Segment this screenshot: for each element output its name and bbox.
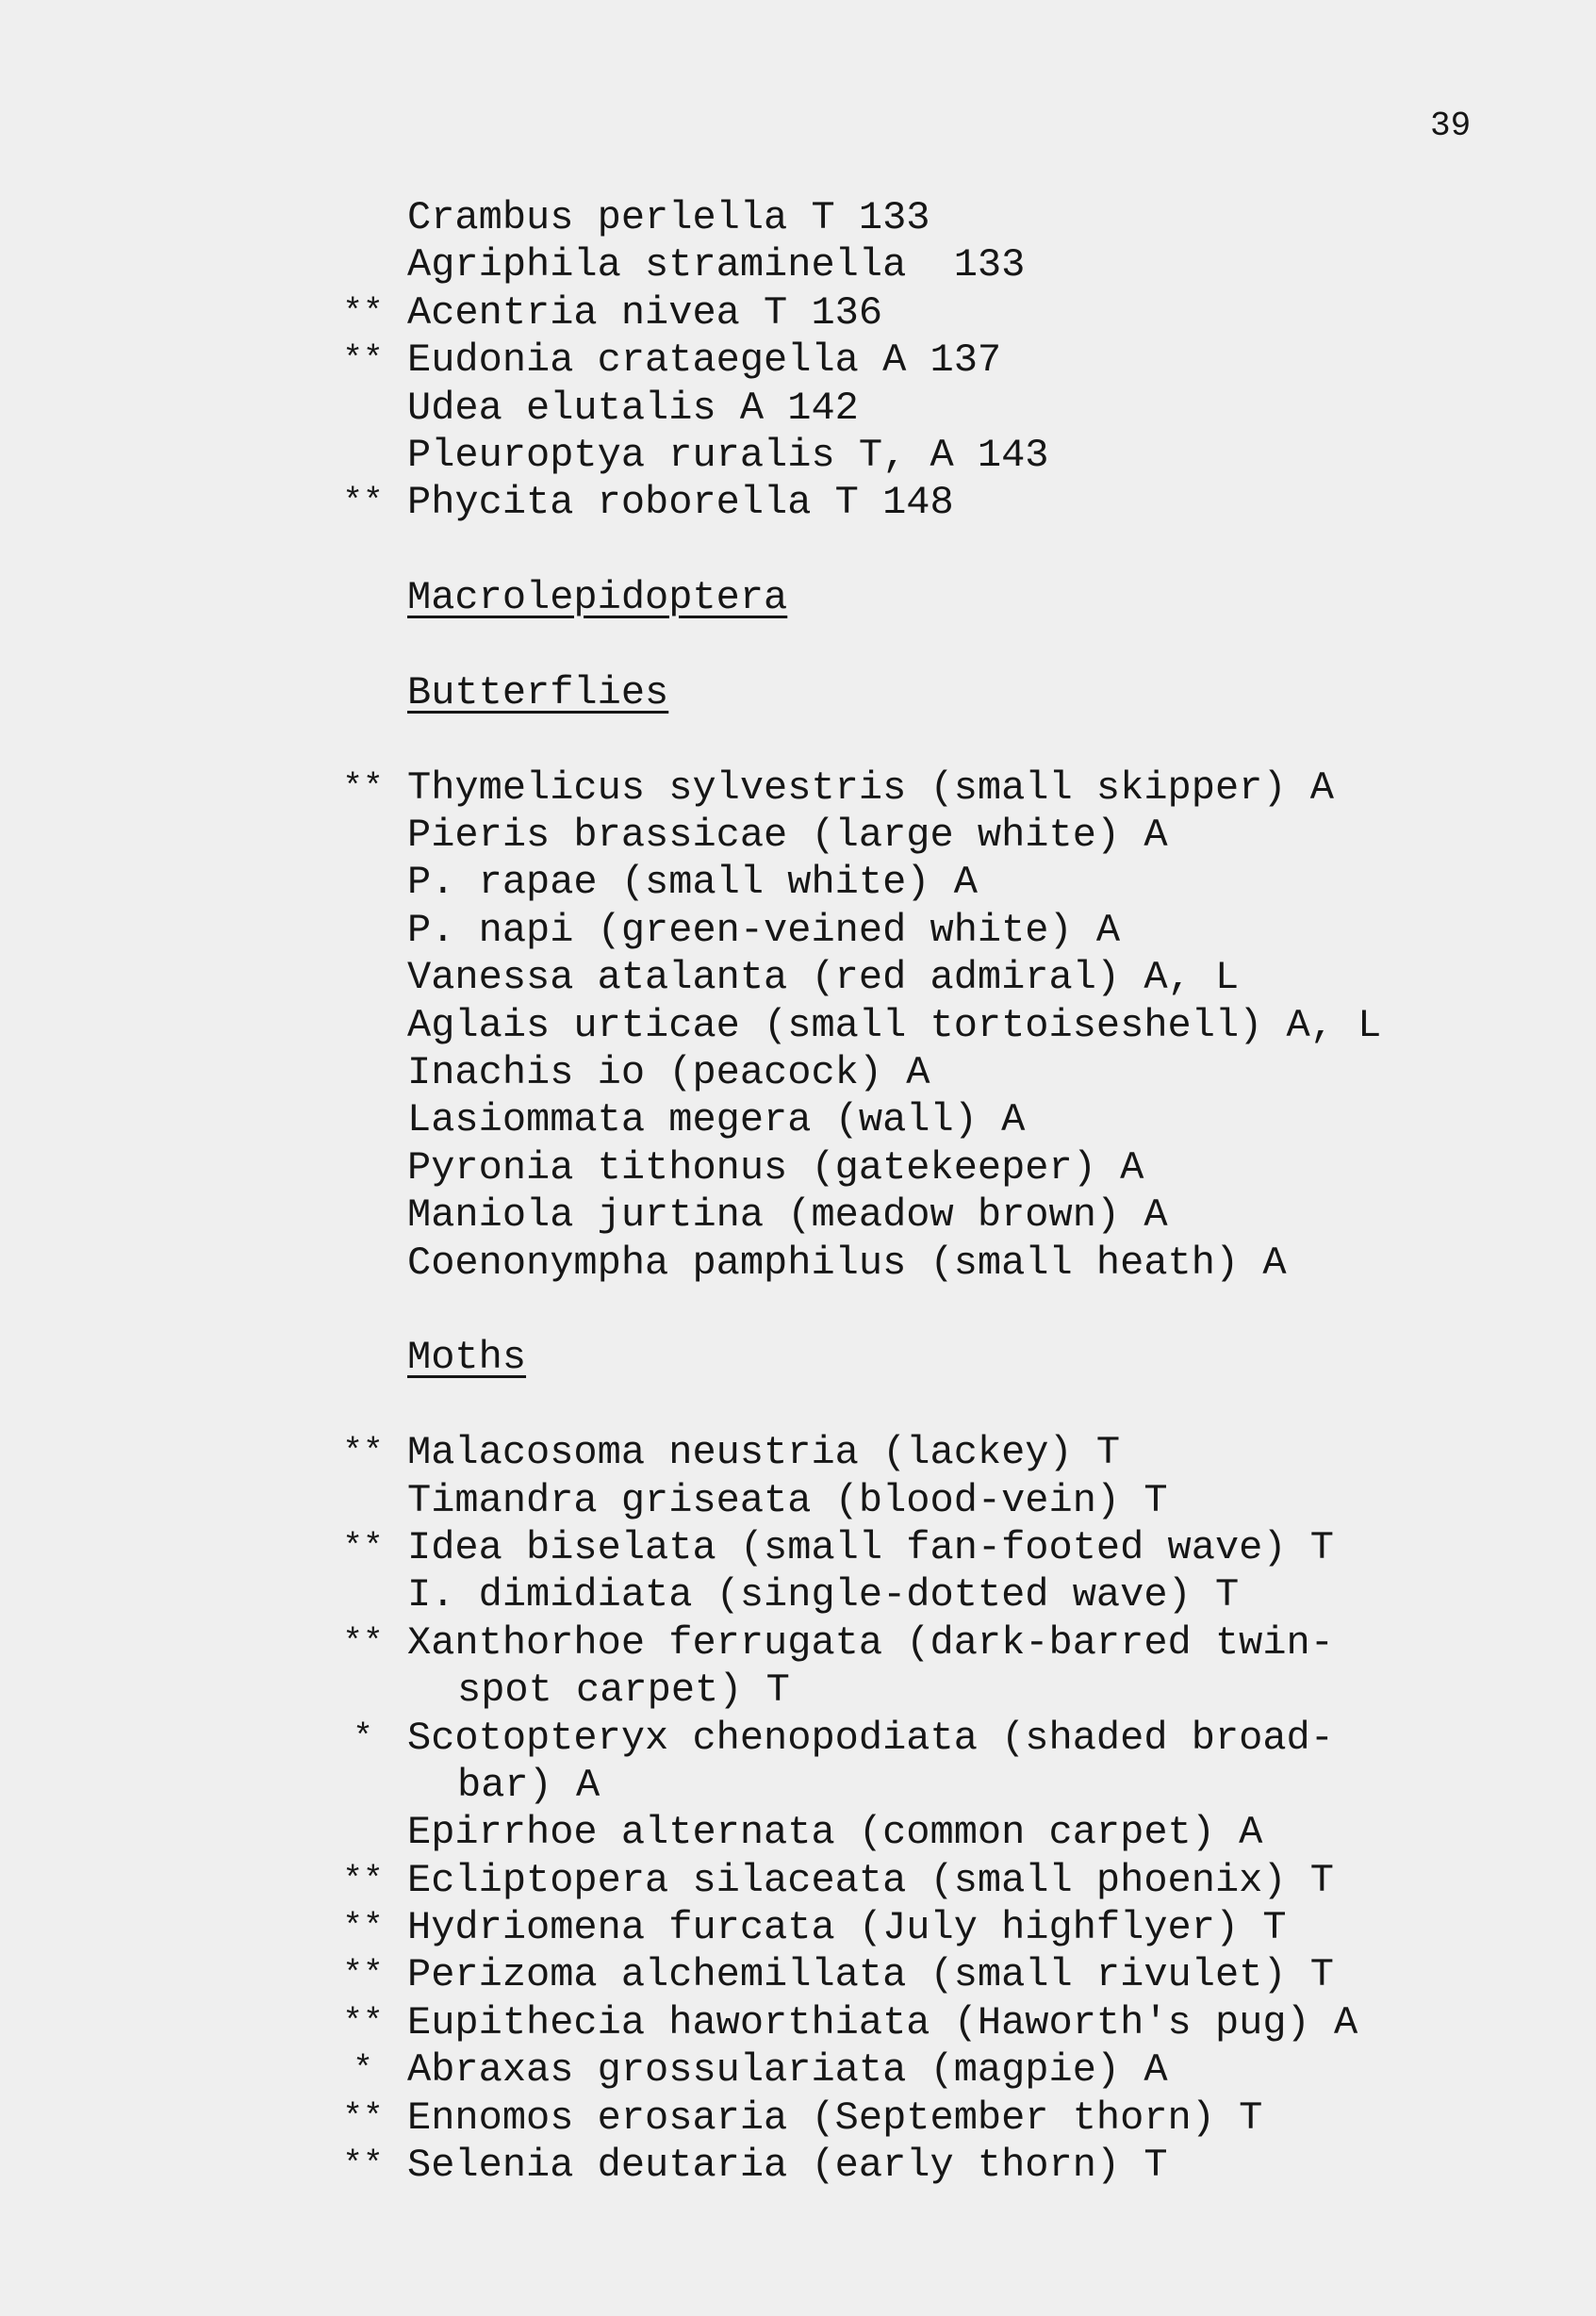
blank-line: [321, 1287, 1527, 1334]
species-line: [321, 1429, 1527, 1476]
species-text: Pyronia tithonus (gatekeeper) A: [407, 1144, 1144, 1191]
species-line: [321, 2046, 1527, 2094]
species-text: Xanthorhoe ferrugata (dark-barred twin-: [407, 1619, 1334, 1666]
rarity-mark: **: [342, 292, 384, 332]
species-text: Maniola jurtina (meadow brown) A: [407, 1192, 1168, 1239]
species-text: Ecliptopera silaceata (small phoenix) T: [407, 1857, 1334, 1903]
species-line: [321, 859, 1527, 906]
species-text: Selenia deutaria (early thorn) T: [407, 2143, 1168, 2189]
species-line: [321, 954, 1527, 1001]
species-line: [321, 1667, 1527, 1714]
species-text: Pleuroptya ruralis T, A 143: [407, 432, 1049, 478]
rarity-mark: **: [342, 1860, 384, 1899]
section-heading-text: Butterflies: [407, 669, 669, 715]
species-text: Idea biselata (small fan-footed wave) T: [407, 1524, 1334, 1570]
species-line: [321, 2094, 1527, 2142]
rarity-mark: **: [342, 340, 384, 380]
species-text: Udea elutalis A 142: [407, 385, 859, 431]
heading-butterflies: [321, 669, 1527, 716]
species-line: [321, 1049, 1527, 1096]
species-text: Epirrhoe alternata (common carpet) A: [407, 1810, 1263, 1856]
species-line: [321, 1002, 1527, 1049]
page-number: 39: [1430, 107, 1472, 145]
species-line: [321, 1951, 1527, 1998]
section-heading-text: Macrolepidoptera: [407, 575, 788, 621]
species-text: P. napi (green-veined white) A: [407, 907, 1121, 953]
species-text: P. rapae (small white) A: [407, 860, 978, 906]
species-text: Acentria nivea T 136: [407, 289, 883, 336]
species-text: I. dimidiata (single-dotted wave) T: [407, 1572, 1240, 1618]
rarity-mark: **: [342, 1908, 384, 1947]
species-line: [321, 241, 1527, 288]
species-text: Lasiommata megera (wall) A: [407, 1097, 1026, 1143]
species-text: Eupithecia haworthiata (Haworth's pug) A: [407, 1999, 1358, 2045]
species-line: [321, 432, 1527, 479]
species-text: Hydriomena furcata (July highflyer) T: [407, 1905, 1287, 1951]
species-line: [321, 812, 1527, 859]
species-line: [321, 1999, 1527, 2046]
species-text: Timandra griseata (blood-vein) T: [407, 1477, 1168, 1523]
species-text: Eudonia crataegella A 137: [407, 337, 1002, 384]
species-line: [321, 764, 1527, 812]
species-text: spot carpet) T: [457, 1667, 790, 1714]
species-text: Pieris brassicae (large white) A: [407, 813, 1168, 859]
species-line: [321, 479, 1527, 526]
blank-line: [321, 716, 1527, 764]
species-line: [321, 1524, 1527, 1571]
species-line: [321, 1240, 1527, 1287]
heading-macrolepidoptera: [321, 574, 1527, 621]
species-line: [321, 337, 1527, 384]
species-text: Perizoma alchemillata (small rivulet) T: [407, 1952, 1334, 1998]
species-text: Ennomos erosaria (September thorn) T: [407, 2094, 1263, 2141]
species-line: [321, 1571, 1527, 1618]
section-heading-text: Moths: [407, 1335, 527, 1381]
rarity-mark: **: [342, 1433, 384, 1472]
species-text: Crambus perlella T 133: [407, 195, 930, 240]
species-text: Thymelicus sylvestris (small skipper) A: [407, 764, 1334, 811]
species-line: [321, 907, 1527, 954]
species-line: [321, 2142, 1527, 2189]
species-text: Vanessa atalanta (red admiral) A, L: [407, 955, 1240, 1001]
rarity-mark: *: [353, 1717, 373, 1757]
rarity-mark: **: [342, 767, 384, 807]
rarity-mark: *: [353, 2050, 373, 2090]
species-line: [321, 1619, 1527, 1667]
species-text: Scotopteryx chenopodiata (shaded broad-: [407, 1715, 1334, 1761]
blank-line: [321, 1382, 1527, 1429]
species-text: Phycita roborella T 148: [407, 480, 954, 526]
species-text: Abraxas grossulariata (magpie) A: [407, 2047, 1168, 2094]
blank-line: [321, 622, 1527, 669]
rarity-mark: **: [342, 2145, 384, 2185]
species-line: [321, 289, 1527, 337]
species-line: [321, 1904, 1527, 1951]
heading-moths: [321, 1334, 1527, 1381]
species-line: [321, 385, 1527, 432]
species-line: [321, 1809, 1527, 1856]
species-list: [321, 194, 1527, 2189]
rarity-mark: **: [342, 483, 384, 522]
blank-line: [321, 527, 1527, 574]
species-text: Aglais urticae (small tortoiseshell) A, L: [407, 1002, 1382, 1048]
species-line: [321, 194, 1527, 241]
species-text: bar) A: [457, 1762, 601, 1808]
species-line: [321, 1715, 1527, 1762]
rarity-mark: **: [342, 1955, 384, 1995]
rarity-mark: **: [342, 1527, 384, 1567]
species-line: [321, 1857, 1527, 1904]
rarity-mark: **: [342, 2002, 384, 2042]
species-line: [321, 1762, 1527, 1809]
rarity-mark: **: [342, 2097, 384, 2137]
rarity-mark: **: [342, 1622, 384, 1662]
species-text: Agriphila straminella 133: [407, 242, 1026, 288]
species-line: [321, 1191, 1527, 1239]
species-line: [321, 1144, 1527, 1191]
species-text: Coenonympha pamphilus (small heath) A: [407, 1240, 1287, 1286]
species-text: Inachis io (peacock) A: [407, 1050, 930, 1096]
species-line: [321, 1096, 1527, 1143]
species-line: [321, 1477, 1527, 1524]
species-text: Malacosoma neustria (lackey) T: [407, 1430, 1121, 1476]
